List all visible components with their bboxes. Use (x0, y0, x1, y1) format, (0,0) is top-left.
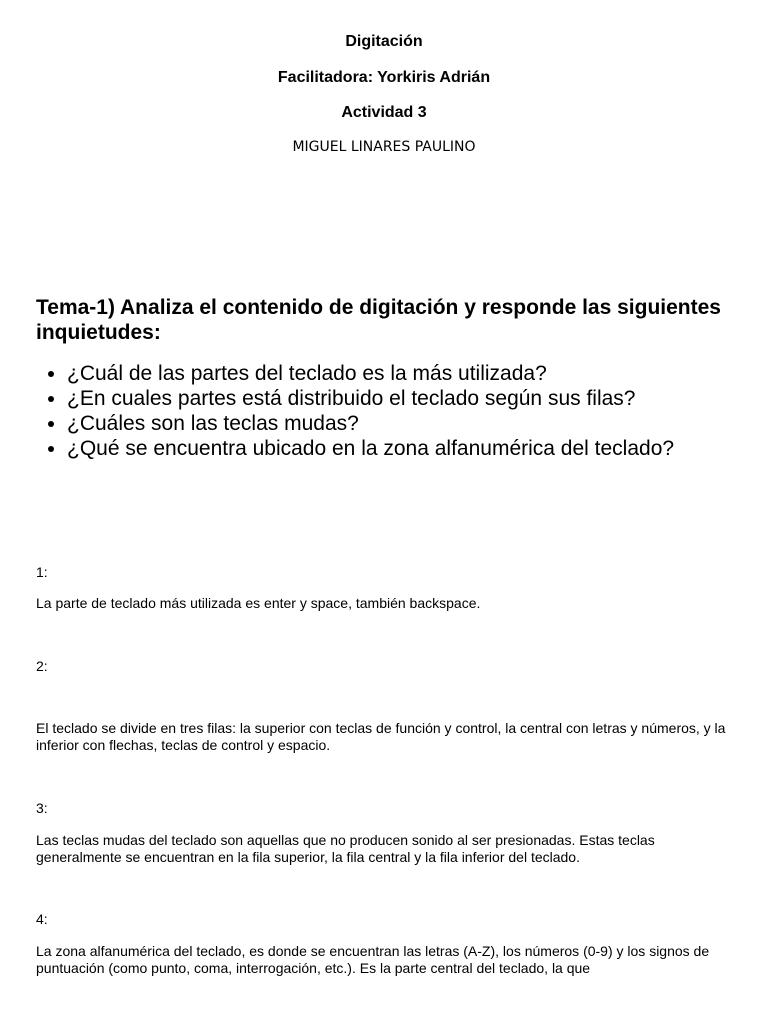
question-item: • ¿En cuales partes está distribuido el teclado según sus filas? (67, 386, 736, 411)
question-item: • ¿Cuál de las partes del teclado es la más utilizada? (67, 361, 736, 386)
answer-label: 3: (36, 800, 48, 816)
question-item: • ¿Cuáles son las teclas mudas? (67, 411, 736, 436)
question-list (36, 361, 736, 461)
subject-title: Digitación (345, 33, 423, 50)
activity-title: Actividad 3 (341, 104, 427, 121)
facilitator-line: Facilitadora: Yorkiris Adrián (277, 69, 491, 86)
answer-label: 2: (36, 658, 48, 674)
question-item: • ¿Qué se encuentra ubicado en la zona alfanumérica del teclado? (67, 436, 736, 461)
answer-text: Las teclas mudas del teclado son aquellas que no producen sonido al ser presionadas. Estas teclas generalmente se encuentran en la fila superior, la fila central y la fila inferior del teclado. (36, 832, 655, 865)
answer-label: 1: (36, 564, 48, 580)
topic-heading: Tema-1) Analiza el contenido de digitación y responde las siguientes inquietudes: (36, 296, 721, 344)
answer-text: El teclado se divide en tres filas: la superior con teclas de función y control, la central con letras y números, y la inferior con flechas, teclas de control y espacio. (36, 720, 726, 753)
answer-label: 4: (36, 911, 48, 927)
answer-text: La parte de teclado más utilizada es enter y space, también backspace. (36, 595, 481, 611)
answer-text: La zona alfanumérica del teclado, es donde se encuentran las letras (A-Z), los números (0-9) y los signos de puntuación (como punto, coma, interrogación, etc.). Es la parte central del teclado, la que (36, 943, 710, 976)
student-name: MIGUEL LINARES PAULINO (292, 139, 476, 155)
